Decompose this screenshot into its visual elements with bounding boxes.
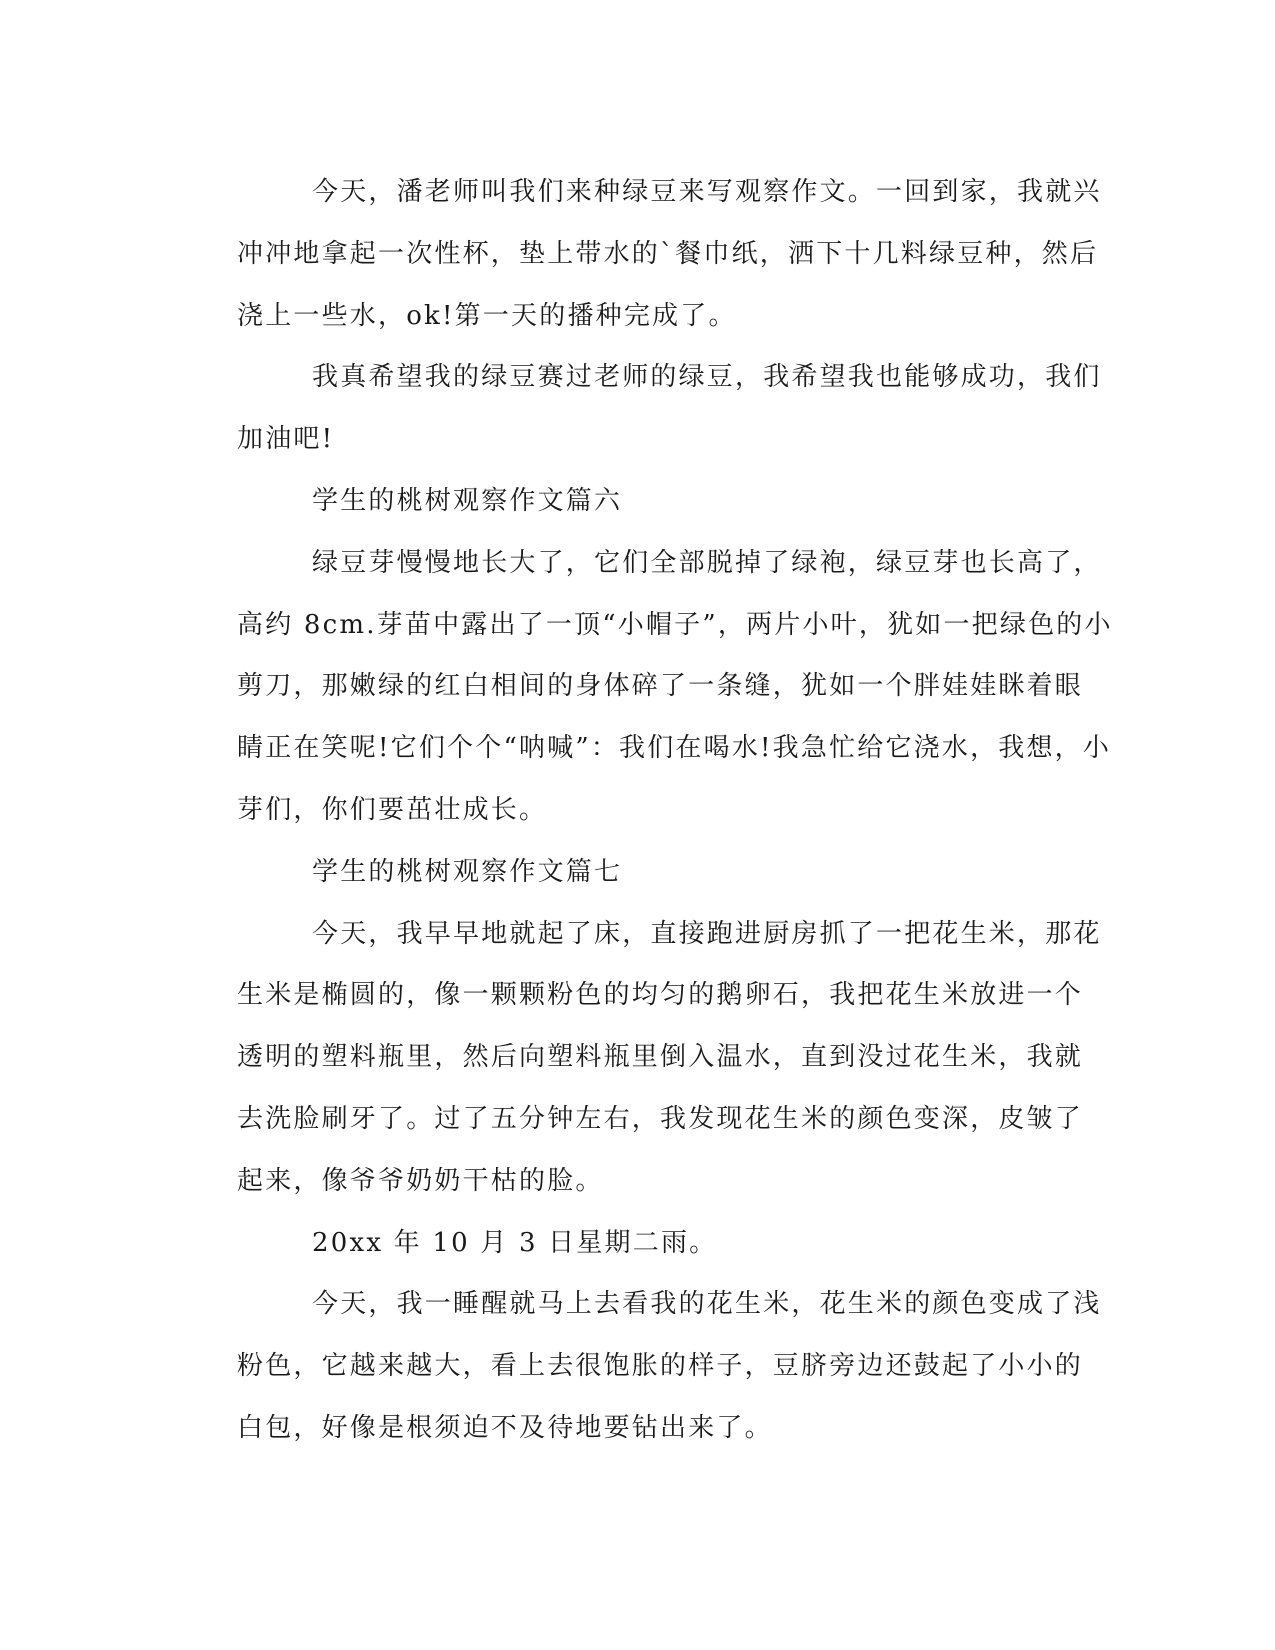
text-line: 白包，好像是根须迫不及待地要钻出来了。 bbox=[237, 1412, 773, 1443]
text-line: 去洗脸刷牙了。过了五分钟左右，我发现花生米的颜色变深，皮皱了 bbox=[237, 1103, 1084, 1134]
section-heading: 学生的桃树观察作文篇七 bbox=[312, 856, 623, 887]
section-heading-six bbox=[185, 471, 1065, 533]
section-heading: 学生的桃树观察作文篇六 bbox=[312, 485, 623, 516]
text-line: 冲冲地拿起一次性杯，垫上带水的`餐巾纸，洒下十几料绿豆种，然后 bbox=[237, 238, 1099, 269]
text-line: 芽们，你们要茁壮成长。 bbox=[237, 794, 548, 825]
diary-date: 20xx 年 10 月 3 日星期二雨。 bbox=[312, 1227, 718, 1258]
text-line: 高约 8cm.芽苗中露出了一顶“小帽子”，两片小叶，犹如一把绿色的小 bbox=[237, 609, 1113, 640]
text-line: 加油吧! bbox=[237, 424, 335, 455]
paragraph-sowing bbox=[185, 162, 1102, 347]
text-line: 睛正在笑呢!它们个个“呐喊”：我们在喝水!我急忙给它浇水，我想，小 bbox=[237, 733, 1112, 764]
text-line: 今天，我一睡醒就马上去看我的花生米，花生米的颜色变成了浅 bbox=[312, 1289, 1102, 1320]
text-line: 今天，我早早地就起了床，直接跑进厨房抓了一把花生米，那花 bbox=[312, 918, 1102, 949]
text-line: 今天，潘老师叫我们来种绿豆来写观察作文。一回到家，我就兴 bbox=[312, 177, 1102, 207]
paragraph-peanuts bbox=[185, 904, 1102, 1213]
text-line: 浇上一些水，ok!第一天的播种完成了。 bbox=[237, 300, 737, 331]
text-line: 绿豆芽慢慢地长大了，它们全部脱掉了绿袍，绿豆芽也长高了， bbox=[312, 547, 1102, 578]
section-heading-seven bbox=[185, 842, 1065, 904]
date-line bbox=[185, 1213, 1065, 1275]
paragraph-next-day bbox=[185, 1274, 1102, 1459]
text-line: 起来，像爷爷奶奶干枯的脸。 bbox=[237, 1165, 604, 1196]
text-line: 透明的塑料瓶里，然后向塑料瓶里倒入温水，直到没过花生米，我就 bbox=[237, 1042, 1084, 1073]
paragraph-hope bbox=[185, 347, 1102, 471]
text-line: 生米是椭圆的，像一颗颗粉色的均匀的鹅卵石，我把花生米放进一个 bbox=[237, 980, 1084, 1011]
document-body bbox=[185, 162, 1113, 1460]
paragraph-bean-sprouts bbox=[185, 533, 1113, 842]
text-line: 粉色，它越来越大，看上去很饱胀的样子，豆脐旁边还鼓起了小小的 bbox=[237, 1351, 1084, 1382]
text-line: 剪刀，那嫩绿的红白相间的身体碎了一条缝，犹如一个胖娃娃眯着眼 bbox=[237, 671, 1084, 702]
text-line: 我真希望我的绿豆赛过老师的绿豆，我希望我也能够成功，我们 bbox=[312, 362, 1102, 393]
